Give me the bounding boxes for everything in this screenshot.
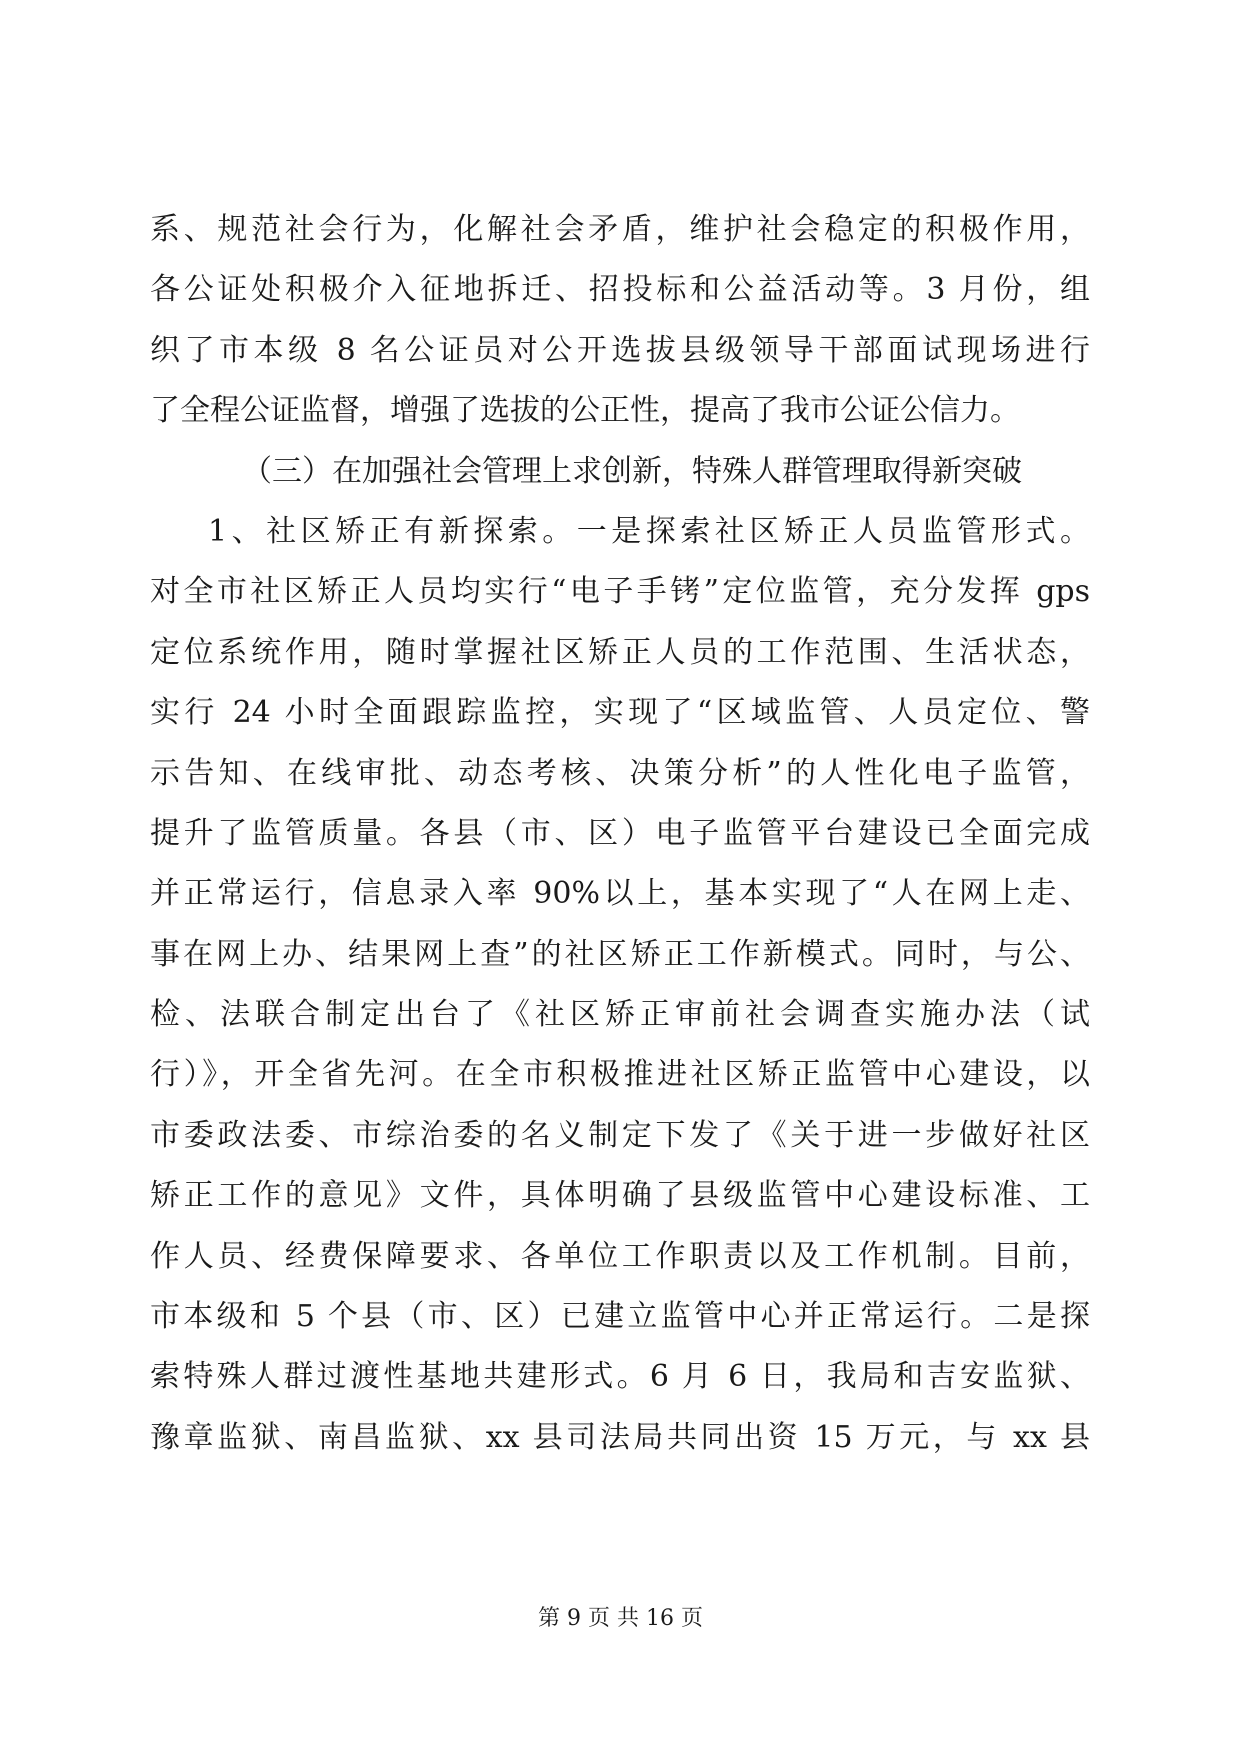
text-line-content: 了全程公证监督，增强了选拔的公正性，提高了我市公证公信力。 <box>150 393 1020 429</box>
text-line-content: 并正常运行，信息录入率 90%以上，基本实现了“人在网上走、 <box>150 876 1090 912</box>
section-heading-text: （三）在加强社会管理上求创新，特殊人群管理取得新突破 <box>242 453 1022 489</box>
text-line <box>150 260 1090 320</box>
text-line <box>150 381 1090 441</box>
text-line-content: 行）》，开全省先河。在全市积极推进社区矫正监管中心建设，以 <box>150 1057 1090 1093</box>
text-line <box>150 623 1090 683</box>
text-line-content: 织了市本级 8 名公证员对公开选拔县级领导干部面试现场进行 <box>150 332 1090 368</box>
text-line <box>150 683 1090 743</box>
text-line-content: 提升了监管质量。各县（市、区）电子监管平台建设已全面完成 <box>150 815 1090 851</box>
text-line-content: 示告知、在线审批、动态考核、决策分析”的人性化电子监管， <box>150 755 1090 791</box>
text-line <box>150 1347 1090 1407</box>
text-line <box>150 864 1090 924</box>
text-line <box>150 1045 1090 1105</box>
body-text <box>150 200 1090 1468</box>
text-line-content: 系、规范社会行为，化解社会矛盾，维护社会稳定的积极作用， <box>150 212 1090 247</box>
text-line <box>150 1106 1090 1166</box>
section-heading <box>150 442 1090 502</box>
text-line-content: 豫章监狱、南昌监狱、xx 县司法局共同出资 15 万元，与 xx 县 <box>150 1419 1090 1455</box>
text-line-content: 事在网上办、结果网上查”的社区矫正工作新模式。同时，与公、 <box>150 936 1090 972</box>
text-line <box>150 1227 1090 1287</box>
text-line <box>150 562 1090 622</box>
text-line <box>150 321 1090 381</box>
text-line <box>150 744 1090 804</box>
text-line <box>150 925 1090 985</box>
text-line-content: 检、法联合制定出台了《社区矫正审前社会调查实施办法（试 <box>150 997 1090 1033</box>
text-line <box>150 985 1090 1045</box>
text-line-content: 对全市社区矫正人员均实行“电子手铐”定位监管，充分发挥 gps <box>150 574 1090 610</box>
text-line <box>150 1166 1090 1226</box>
paragraph-first-line <box>150 502 1090 562</box>
text-line-content: 市本级和 5 个县（市、区）已建立监管中心并正常运行。二是探 <box>150 1299 1090 1335</box>
text-line <box>150 200 1090 260</box>
text-line <box>150 1408 1090 1468</box>
text-line <box>150 804 1090 864</box>
text-line-content: 索特殊人群过渡性基地共建形式。6 月 6 日，我局和吉安监狱、 <box>150 1359 1090 1395</box>
text-line-content: 各公证处积极介入征地拆迁、招投标和公益活动等。3 月份，组 <box>150 272 1090 308</box>
text-line-content: 矫正工作的意见》文件，具体明确了县级监管中心建设标准、工 <box>150 1178 1090 1214</box>
text-line-content: 实行 24 小时全面跟踪监控，实现了“区域监管、人员定位、警 <box>150 695 1090 731</box>
text-line-content: 作人员、经费保障要求、各单位工作职责以及工作机制。目前， <box>150 1238 1090 1274</box>
text-line-content: 市委政法委、市综治委的名义制定下发了《关于进一步做好社区 <box>150 1117 1090 1153</box>
text-line <box>150 1287 1090 1347</box>
text-line-content: 1、社区矫正有新探索。一是探索社区矫正人员监管形式。 <box>208 513 1090 549</box>
page-number-footer: 第 9 页 共 16 页 <box>538 1606 703 1631</box>
text-line-content: 定位系统作用，随时掌握社区矫正人员的工作范围、生活状态， <box>150 634 1090 670</box>
